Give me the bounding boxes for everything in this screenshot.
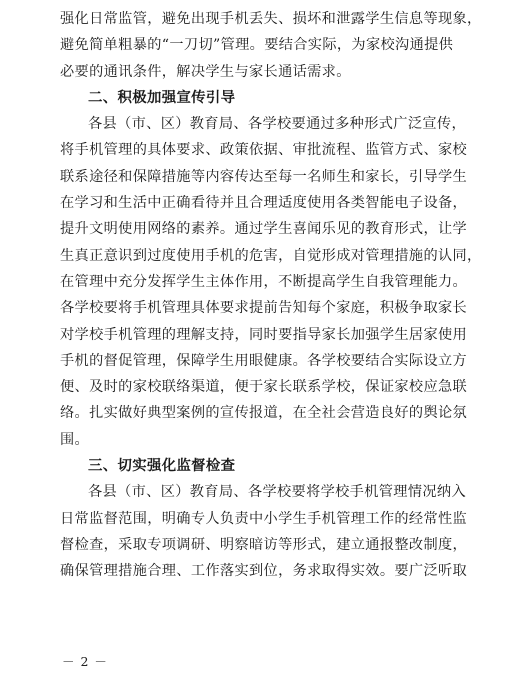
paragraph-line: 提升文明使用网络的素养。通过学生喜闻乐见的教育形式，让学 <box>60 221 468 238</box>
paragraph-line: 强化日常监管，避免出现手机丢失、损坏和泄露学生信息等现象， <box>60 11 482 27</box>
paragraph-line: 督检查，采取专项调研、明察暗访等形式，建立通报整改制度， <box>60 536 468 553</box>
paragraph-line: 确保管理措施合理、工作落实到位，务求取得实效。要广泛听取 <box>60 563 468 580</box>
section-heading-supervision: 三、切实强化监督检查 <box>88 458 236 475</box>
paragraph-line: 联系途径和保障措施等内容传达至每一名师生和家长，引导学生 <box>60 168 468 185</box>
paragraph-line: 日常监督范围，明确专人负责中小学生手机管理工作的经常性监 <box>60 510 468 527</box>
document-body <box>60 6 482 585</box>
paragraph-line: 在学习和生活中正确看待并且合理适度使用各类智能电子设备， <box>60 195 468 212</box>
paragraph-line: 手机的督促管理，保障学生用眼健康。各学校要结合实际设立方 <box>60 352 468 369</box>
paragraph-line: 避免简单粗暴的“一刀切”管理。要结合实际，为家校沟通提供 <box>60 37 454 54</box>
paragraph-line: 将手机管理的具体要求、政策依据、审批流程、监管方式、家校 <box>60 142 468 159</box>
paragraph-line: 各县（市、区）教育局、各学校要将学校手机管理情况纳入 <box>88 484 466 501</box>
paragraph-line: 便、及时的家校联络渠道，便于家长联系学校，保证家校应急联 <box>60 379 468 396</box>
paragraph-line: 各县（市、区）教育局、各学校要通过多种形式广泛宣传， <box>88 116 466 133</box>
section-heading-publicity: 二、积极加强宣传引导 <box>88 89 236 106</box>
paragraph-line: 生真正意识到过度使用手机的危害，自觉形成对管理措施的认同， <box>60 247 482 264</box>
paragraph-line: 必要的通讯条件，解决学生与家长通话需求。 <box>60 63 351 80</box>
page-number: － 2 － <box>62 654 108 669</box>
paragraph-line: 对学校手机管理的理解支持，同时要指导家长加强学生居家使用 <box>60 326 468 343</box>
paragraph-line: 围。 <box>60 431 90 448</box>
paragraph-line: 在管理中充分发挥学生主体作用，不断提高学生自我管理能力。 <box>60 273 468 290</box>
paragraph-line: 络。扎实做好典型案例的宣传报道，在全社会营造良好的舆论氛 <box>60 405 468 422</box>
paragraph-line: 各学校要将手机管理具体要求提前告知每个家庭，积极争取家长 <box>60 300 468 317</box>
